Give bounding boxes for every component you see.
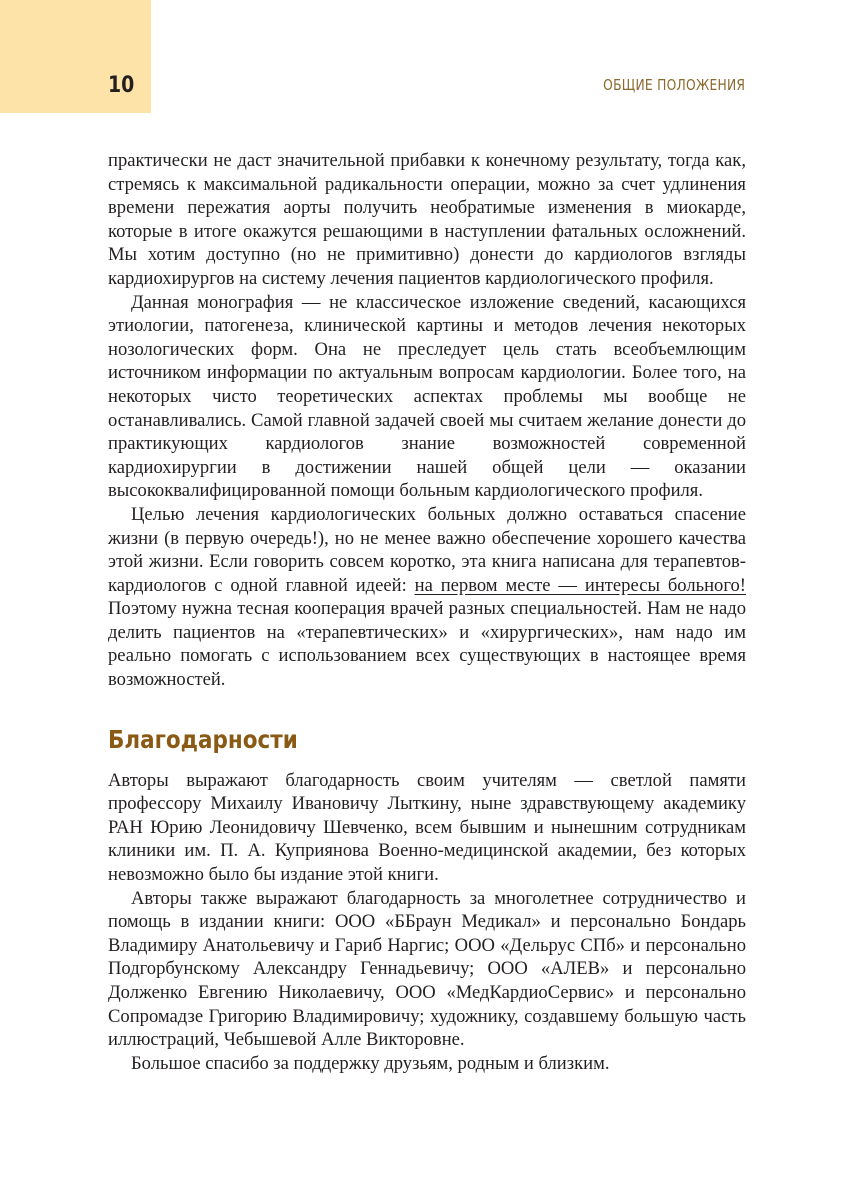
page-number: 10 (108, 73, 135, 98)
paragraph-3-text-start: Целью лечения кардиологических больных должно оставаться спасение жизни (в первую очередь!), но не менее важно обеспечение хорошего качества этой жизни. Если говорить совсем коротко, эта книга написана для терапевтов-кардиологов с одной главной идеей: (108, 503, 746, 596)
acknowledgements-paragraph-3: Большое спасибо за поддержку друзьям, родным и близким. (131, 1052, 610, 1074)
emphasized-phrase: на первом месте — интересы больного! (414, 574, 746, 596)
acknowledgements-paragraph-1: Авторы выражают благодарность своим учителям — светлой памяти профессору Михаилу Ивановичу Лыткину, ныне здравствующему академику РАН Юрию Леонидовичу Шевченко, всем бывшим и нынешним сотрудникам клиники им. П. А. Куприянова Военно-медицинской академии, без которых невозможно было бы издание этой книги. (108, 769, 746, 886)
body-paragraph-2: Данная монография — не классическое изложение сведений, касающихся этиологии, патогенеза, клинической картины и методов лечения некоторых нозологических форм. Она не преследует цель стать всеобъемлющим источником информации по актуальным вопросам кардиологии. Более того, на некоторых чисто теоретических аспектах проблемы мы вообще не останавливались. Самой главной задачей своей мы считаем желание донести до практикующих кардиологов знание возможностей современной кардиохирургии в достижении нашей общей цели — оказании высококвалифицированной помощи больным кардиологического профиля. (108, 291, 746, 502)
acknowledgements-paragraph-2: Авторы также выражают благодарность за многолетнее сотрудничество и помощь в издании книги: ООО «ББраун Медикал» и персонально Бондарь Владимиру Анатольевичу и Гариб Наргис; ООО «Дельрус СПб» и персонально Подгорбунскому Александру Геннадьевичу; ООО «АЛЕВ» и персонально Долженко Евгению Николаевичу, ООО «МедКардиоСервис» и персонально Сопромадзе Григорию Владимировичу; художнику, создавшему большую часть иллюстраций, Чебышевой Алле Викторовне. (108, 887, 746, 1051)
running-head: ОБЩИЕ ПОЛОЖЕНИЯ (602, 76, 745, 94)
body-paragraph-1: практически не даст значительной прибавки к конечному результату, тогда как, стремясь к максимальной радикальности операции, можно за счет удлинения времени пережатия аорты получить необратимые изменения в миокарде, которые в итоге окажутся решающими в наступлении фатальных осложнений. Мы хотим доступно (но не примитивно) донести до кардиологов взгляды кардиохирургов на систему лечения пациентов кардиологического профиля. (108, 150, 746, 289)
body-paragraph-3 (108, 503, 746, 692)
section-heading-acknowledgements: Благодарности (108, 724, 298, 754)
page-content (108, 149, 746, 1075)
paragraph-3-text-end: Поэтому нужна тесная кооперация врачей разных специальностей. Нам не надо делить пациентов на «терапевтических» и «хирургических», нам надо им реально помогать с использованием всех существующих в настоящее время возможностей. (108, 598, 746, 691)
